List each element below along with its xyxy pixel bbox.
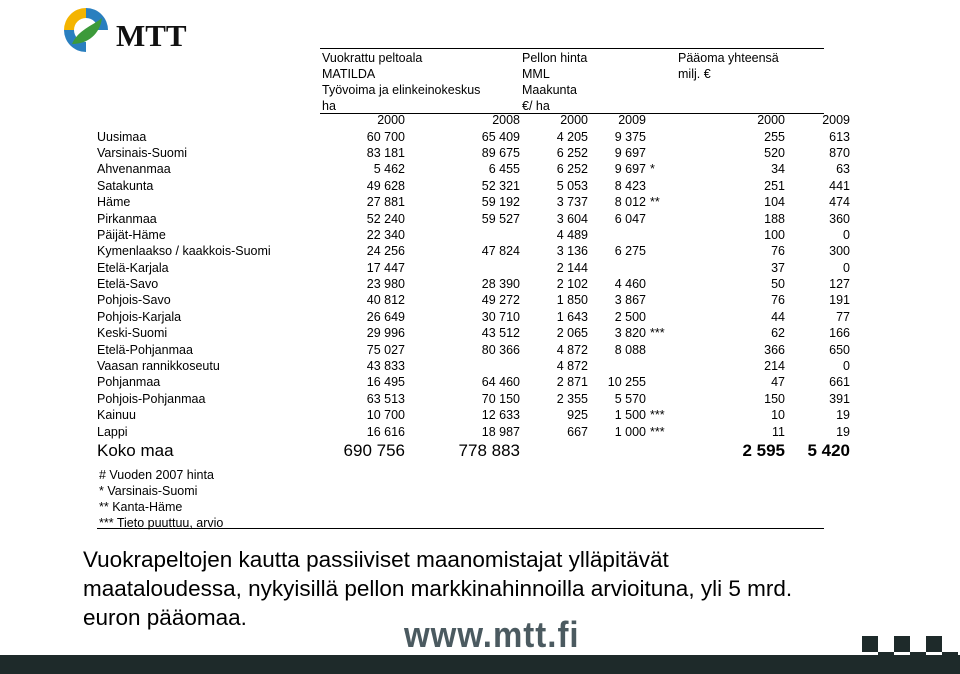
cell-p2000: 4 872 [556,342,588,357]
cell-k2009: 391 [829,391,850,406]
cell-k2009: 77 [836,309,850,324]
cell-p2009: 1 500 [614,408,646,423]
region-name: Etelä-Savo [97,277,159,292]
cell-mark [646,341,686,357]
cell-p2000: 3 737 [556,195,588,210]
cell-k2009: 166 [829,326,850,341]
header-area [322,50,480,114]
cell-p2009: 9 697 [614,162,646,177]
cell-p2000: 925 [567,408,588,423]
region-name: Pohjois-Savo [97,293,171,308]
cell-a2000: 52 240 [366,211,405,226]
region-name: Ahvenanmaa [97,162,171,177]
cell-k2000: 188 [764,211,785,226]
data-table [97,112,850,462]
cell-k2009: 661 [829,375,850,390]
cell-k2000: 76 [771,244,785,259]
cell-a2000: 27 881 [366,195,405,210]
cell-p2009: 8 088 [614,342,646,357]
header-price-line: €/ ha [522,99,550,113]
cell-p2009: 3 820 [614,326,646,341]
table-row [97,358,850,374]
cell-p2009: 5 570 [614,391,646,406]
table-row [97,341,850,357]
cell-p2000: 2 102 [556,277,588,292]
cell-a2008 [405,260,520,276]
table-row [97,325,850,341]
cell-p2009 [588,260,646,276]
cell-mark [646,243,686,259]
total-name: Koko maa [97,440,174,460]
cell-k2009: 300 [829,244,850,259]
table-row [97,227,850,243]
cell-k2009: 63 [836,162,850,177]
cell-k2000: 76 [771,293,785,308]
cell-mark [646,145,686,161]
header-capital [678,50,779,82]
table-row [97,407,850,423]
region-name: Keski-Suomi [97,326,168,341]
cell-p2000: 2 355 [556,391,588,406]
year-label: 2009 [822,113,850,128]
cell-p2009: 10 255 [607,375,646,390]
table-row [97,243,850,259]
cell-mark [646,391,686,407]
region-name: Pirkanmaa [97,211,157,226]
region-name: Lappi [97,424,128,439]
cell-a2000: 24 256 [366,244,405,259]
total-row [97,440,850,462]
table-row [97,161,850,177]
cell-p2009: 3 867 [614,293,646,308]
table-row [97,210,850,226]
table-row [97,194,850,210]
cell-a2008: 30 710 [481,309,520,324]
total-a2000: 690 756 [343,440,405,460]
caption-text: Vuokrapeltojen kautta passiiviset maanomistajat ylläpitävät maataloudessa, nykyisillä pellon markkinahinnoilla arvioituna, yli 5 mrd. euron pääomaa. [83,547,793,630]
cell-k2009: 474 [829,195,850,210]
year-label: 2008 [492,113,520,128]
cell-p2000: 2 144 [556,260,588,275]
table-row [97,276,850,292]
cell-a2008 [405,227,520,243]
cell-k2000: 251 [764,178,785,193]
cell-a2008: 65 409 [481,129,520,144]
cell-k2000: 50 [771,277,785,292]
cell-k2000: 520 [764,145,785,160]
cell-p2009: 1 000 [614,424,646,439]
cell-k2009: 191 [829,293,850,308]
cell-p2000: 6 252 [556,162,588,177]
table-row [97,260,850,276]
cell-a2000: 17 447 [366,260,405,275]
region-name: Uusimaa [97,129,147,144]
region-name: Pohjanmaa [97,375,161,390]
cell-k2000: 47 [771,375,785,390]
cell-a2000: 83 181 [366,145,405,160]
cell-p2000: 4 872 [556,359,588,374]
cell-a2008: 64 460 [481,375,520,390]
region-name: Pohjois-Pohjanmaa [97,391,206,406]
header-top-rule [320,48,824,49]
header-capital-line: Pääoma yhteensä [678,51,779,65]
cell-a2000: 16 495 [366,375,405,390]
footnote: ** Kanta-Häme [99,500,183,514]
cell-p2000: 4 489 [556,227,588,242]
cell-p2000: 4 205 [556,129,588,144]
region-name: Etelä-Karjala [97,260,169,275]
footer-url: www.mtt.fi [404,614,580,655]
header-price-line: MML [522,67,550,81]
cell-a2008: 49 272 [481,293,520,308]
cell-mark: *** [650,408,665,423]
table-row [97,292,850,308]
cell-p2009: 2 500 [614,309,646,324]
cell-a2000: 26 649 [366,309,405,324]
cell-p2000: 5 053 [556,178,588,193]
table-row [97,309,850,325]
table-row [97,391,850,407]
cell-p2000: 1 643 [556,309,588,324]
region-name: Pohjois-Karjala [97,309,182,324]
cell-a2008: 12 633 [481,408,520,423]
total-empty [588,440,646,462]
footnote: # Vuoden 2007 hinta [99,468,214,482]
cell-p2009: 8 012 [614,195,646,210]
header-area-line: Vuokrattu peltoala [322,51,423,65]
region-name: Häme [97,195,131,210]
cell-p2009: 6 275 [614,244,646,259]
cell-k2009: 127 [829,277,850,292]
cell-a2000: 60 700 [366,129,405,144]
header-price [522,50,587,114]
total-empty [646,440,686,462]
total-k2009: 5 420 [807,440,850,460]
cell-k2009: 19 [836,424,850,439]
cell-a2000: 49 628 [366,178,405,193]
region-name: Varsinais-Suomi [97,145,188,160]
cell-a2000: 23 980 [366,277,405,292]
mtt-logo-mark [58,4,118,56]
cell-a2000: 5 462 [373,162,405,177]
cell-a2008: 89 675 [481,145,520,160]
cell-a2008: 70 150 [481,391,520,406]
cell-k2000: 150 [764,391,785,406]
cell-p2000: 2 065 [556,326,588,341]
region-name: Vaasan rannikkoseutu [97,359,220,374]
cell-k2009: 0 [843,359,850,374]
cell-a2008: 52 321 [481,178,520,193]
cell-k2000: 62 [771,326,785,341]
year-label: 2000 [377,113,405,128]
cell-p2009 [588,227,646,243]
cell-p2009: 9 375 [614,129,646,144]
cell-p2000: 3 136 [556,244,588,259]
cell-k2009: 441 [829,178,850,193]
table-row [97,128,850,144]
cell-p2009: 6 047 [614,211,646,226]
cell-mark: *** [650,326,665,341]
cell-a2008: 59 192 [481,195,520,210]
table-row [97,145,850,161]
cell-a2008: 47 824 [481,244,520,259]
cell-a2000: 22 340 [366,227,405,242]
cell-a2000: 16 616 [366,424,405,439]
cell-a2000: 63 513 [366,391,405,406]
cell-mark: * [650,162,655,177]
table-row [97,423,850,439]
cell-k2009: 0 [843,227,850,242]
region-name: Kainuu [97,408,136,423]
region-name: Etelä-Pohjanmaa [97,342,193,357]
header-capital-line: milj. € [678,67,711,81]
cell-k2000: 104 [764,195,785,210]
cell-k2009: 650 [829,342,850,357]
cell-k2000: 10 [771,408,785,423]
cell-a2000: 29 996 [366,326,405,341]
total-empty [520,440,588,462]
cell-k2000: 366 [764,342,785,357]
cell-k2009: 870 [829,145,850,160]
cell-a2008: 43 512 [481,326,520,341]
footer-checker-pattern [862,636,960,674]
cell-p2000: 2 871 [556,375,588,390]
cell-p2009: 8 423 [614,178,646,193]
cell-a2000: 43 833 [366,359,405,374]
region-name: Päijät-Häme [97,227,166,242]
cell-k2000: 255 [764,129,785,144]
header-area-line: MATILDA [322,67,376,81]
cell-mark [646,128,686,144]
year-label: 2009 [618,113,646,128]
cell-mark [646,292,686,308]
cell-p2009 [588,358,646,374]
cell-k2009: 19 [836,408,850,423]
cell-mark [646,210,686,226]
cell-k2000: 44 [771,309,785,324]
cell-a2000: 75 027 [366,342,405,357]
cell-a2000: 10 700 [366,408,405,423]
year-label: 2000 [757,113,785,128]
cell-p2009: 4 460 [614,277,646,292]
header-area-line: ha [322,99,336,113]
cell-k2000: 100 [764,227,785,242]
cell-a2008: 6 455 [488,162,520,177]
cell-mark: ** [650,195,660,210]
region-name: Kymenlaakso / kaakkois-Suomi [97,244,271,259]
total-k2000: 2 595 [742,440,785,460]
table-row [97,374,850,390]
cell-p2009: 9 697 [614,145,646,160]
cell-mark [646,358,686,374]
cell-k2000: 214 [764,359,785,374]
cell-mark [646,374,686,390]
cell-p2000: 6 252 [556,145,588,160]
cell-mark [646,227,686,243]
cell-mark [646,276,686,292]
cell-k2000: 37 [771,260,785,275]
table-row [97,178,850,194]
cell-a2008: 18 987 [481,424,520,439]
cell-k2009: 360 [829,211,850,226]
cell-k2000: 34 [771,162,785,177]
cell-mark [646,260,686,276]
footer-bar [0,655,960,674]
footnote: * Varsinais-Suomi [99,484,198,498]
cell-p2000: 3 604 [556,211,588,226]
cell-mark [646,178,686,194]
region-name: Satakunta [97,178,154,193]
cell-k2009: 0 [843,260,850,275]
header-price-line: Pellon hinta [522,51,588,65]
cell-mark: *** [650,424,665,439]
header-price-line: Maakunta [522,83,577,97]
year-header-row [97,112,850,128]
footnote: *** Tieto puuttuu, arvio [99,516,224,530]
cell-k2000: 11 [772,424,785,439]
mtt-logo-text: MTT [116,18,187,53]
year-label: 2000 [560,113,588,128]
cell-a2008: 28 390 [481,277,520,292]
cell-a2008: 59 527 [481,211,520,226]
total-a2008: 778 883 [458,440,520,460]
cell-p2000: 1 850 [556,293,588,308]
cell-k2009: 613 [829,129,850,144]
cell-mark [646,309,686,325]
cell-p2000: 667 [567,424,588,439]
cell-a2008 [405,358,520,374]
header-area-line: Työvoima ja elinkeinokeskus [322,83,481,97]
cell-a2008: 80 366 [481,342,520,357]
cell-a2000: 40 812 [366,293,405,308]
